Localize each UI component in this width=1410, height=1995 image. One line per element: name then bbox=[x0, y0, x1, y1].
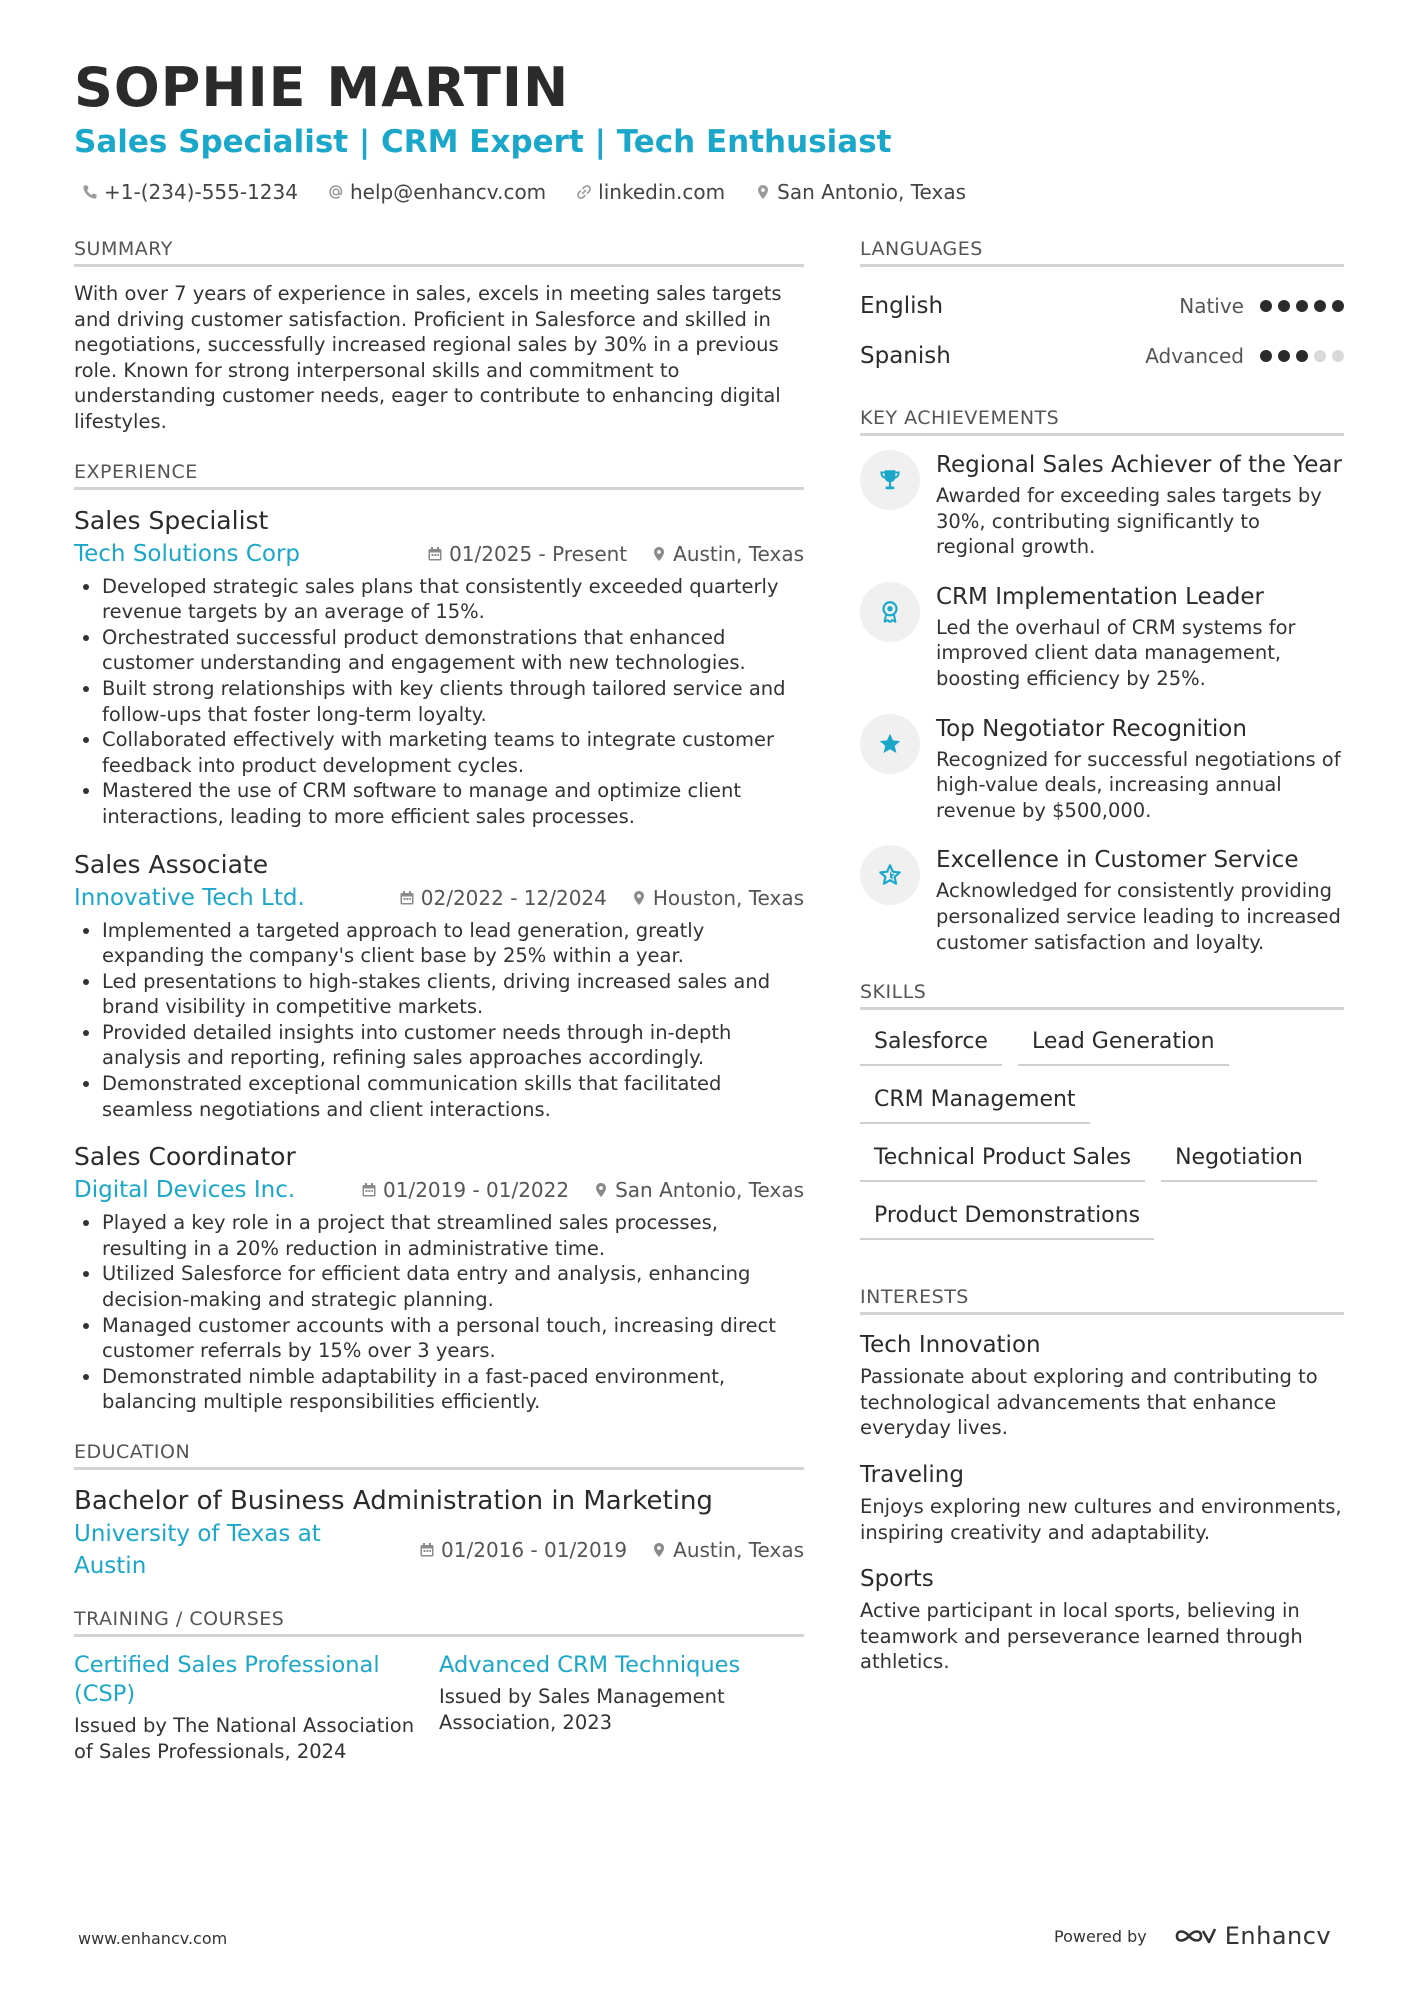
job-dates bbox=[399, 882, 607, 914]
job-bullets bbox=[74, 1210, 804, 1415]
job-bullet: • Demonstrated nimble adaptability in a fast-paced environment, balancing multiple responsibilities efficiently. bbox=[102, 1364, 804, 1415]
job-entry bbox=[74, 1140, 804, 1415]
job-bullet: • Provided detailed insights into customer needs through in-depth analysis and reporting, refining sales approaches accordingly. bbox=[102, 1020, 804, 1071]
job-location-text: Austin, Texas bbox=[673, 541, 804, 566]
course-title: Certified Sales Professional (CSP) bbox=[74, 1652, 380, 1707]
skill-tag: Negotiation bbox=[1161, 1142, 1317, 1182]
skill-tag: Product Demonstrations bbox=[860, 1200, 1154, 1240]
rating-dot bbox=[1260, 350, 1272, 362]
achievement-title: CRM Implementation Leader bbox=[936, 583, 1264, 610]
job-bullet: • Led presentations to high-stakes clients, driving increased sales and brand visibility in competitive markets. bbox=[102, 969, 804, 1020]
map-pin-icon bbox=[651, 546, 667, 562]
language-rating bbox=[1260, 300, 1344, 312]
achievement-badge bbox=[860, 714, 920, 774]
education-meta bbox=[74, 1518, 804, 1582]
languages-heading: LANGUAGES bbox=[860, 236, 1344, 267]
achievement-body bbox=[936, 714, 1344, 824]
course-list bbox=[74, 1651, 804, 1764]
job-title: Sales Coordinator bbox=[74, 1142, 296, 1172]
interest-desc: Passionate about exploring and contributing to technological advancements that enhance everyday lives. bbox=[860, 1365, 1318, 1440]
job-bullet: • Built strong relationships with key clients through tailored service and follow-ups that foster long-term loyalty. bbox=[102, 676, 804, 727]
course-item bbox=[439, 1651, 804, 1764]
rating-dot bbox=[1332, 300, 1344, 312]
job-location-text: Houston, Texas bbox=[652, 885, 804, 910]
job-meta bbox=[74, 882, 804, 914]
rating-dot bbox=[1296, 350, 1308, 362]
achievement-badge bbox=[860, 582, 920, 642]
contact-bar bbox=[82, 178, 966, 206]
achievement-desc: Recognized for successful negotiations of high-value deals, increasing annual revenue by $500,000. bbox=[936, 747, 1341, 822]
location-text: San Antonio, Texas bbox=[777, 180, 967, 204]
skill-tag: Salesforce bbox=[860, 1026, 1002, 1066]
education-heading: EDUCATION bbox=[74, 1439, 804, 1470]
job-location bbox=[651, 538, 804, 570]
job-location-text: San Antonio, Texas bbox=[615, 1178, 804, 1203]
job-bullet: • Played a key role in a project that streamlined sales processes, resulting in a 20% reduction in administrative time. bbox=[102, 1210, 804, 1261]
training-section bbox=[74, 1606, 804, 1764]
experience-section bbox=[74, 459, 804, 1415]
company-name: Innovative Tech Ltd. bbox=[74, 884, 305, 911]
achievement-item bbox=[860, 582, 1344, 692]
rating-dot bbox=[1314, 300, 1326, 312]
contact-phone bbox=[82, 178, 298, 206]
achievement-body bbox=[936, 845, 1344, 955]
job-entry bbox=[74, 848, 804, 1123]
skill-tag: Technical Product Sales bbox=[860, 1142, 1145, 1182]
education-location-text: Austin, Texas bbox=[673, 1538, 804, 1562]
star-icon bbox=[877, 731, 903, 757]
contact-location bbox=[755, 178, 966, 206]
left-column bbox=[74, 236, 804, 1788]
achievement-title: Excellence in Customer Service bbox=[936, 847, 1299, 874]
language-level: Advanced bbox=[1145, 344, 1244, 368]
summary-text: With over 7 years of experience in sales, excels in meeting sales targets and driving customer satisfaction. Proficient in Salesforce and skilled in negotiations, successfully increased regional sales by 30% in a previous role. Known for strong interpersonal skills and commitment to understanding customer needs, eager to contribute to enhancing digital lifestyles. bbox=[74, 282, 782, 433]
skills-heading: SKILLS bbox=[860, 979, 1344, 1010]
email-text: help@enhancv.com bbox=[349, 180, 547, 204]
candidate-name: SOPHIE MARTIN bbox=[74, 56, 570, 119]
achievement-desc: Acknowledged for consistently providing personalized service leading to increased customer satisfaction and loyalty. bbox=[936, 879, 1341, 954]
interest-item bbox=[860, 1459, 1344, 1545]
education-location bbox=[651, 1534, 804, 1566]
interest-item bbox=[860, 1563, 1344, 1675]
rating-dot bbox=[1278, 300, 1290, 312]
interest-item bbox=[860, 1329, 1344, 1441]
rating-dot bbox=[1278, 350, 1290, 362]
training-heading: TRAINING / COURSES bbox=[74, 1606, 804, 1637]
right-column bbox=[860, 236, 1344, 1699]
achievements-heading: KEY ACHIEVEMENTS bbox=[860, 405, 1344, 436]
interests-heading: INTERESTS bbox=[860, 1284, 1344, 1315]
job-bullets bbox=[74, 574, 804, 830]
language-rating bbox=[1260, 350, 1344, 362]
achievements-section bbox=[860, 405, 1344, 955]
company-name: Digital Devices Inc. bbox=[74, 1177, 296, 1204]
skill-list bbox=[860, 1024, 1344, 1240]
job-bullet: • Implemented a targeted approach to lead generation, greatly expanding the company's client base by 25% within a year. bbox=[102, 918, 804, 969]
achievement-title: Top Negotiator Recognition bbox=[936, 715, 1247, 742]
award-ribbon-icon bbox=[877, 599, 903, 625]
job-location bbox=[631, 882, 804, 914]
job-meta bbox=[74, 1174, 804, 1206]
achievement-item bbox=[860, 450, 1344, 560]
linkedin-text: linkedin.com bbox=[598, 180, 726, 204]
job-entry bbox=[74, 504, 804, 830]
achievement-desc: Awarded for exceeding sales targets by 30%, contributing significantly to regional growth. bbox=[936, 484, 1322, 559]
link-icon bbox=[576, 184, 592, 200]
education-section bbox=[74, 1439, 804, 1582]
calendar-icon bbox=[399, 890, 415, 906]
phone-icon bbox=[82, 184, 98, 200]
brand-name: Enhancv bbox=[1224, 1922, 1332, 1950]
job-dates-text: 02/2022 - 12/2024 bbox=[420, 885, 607, 910]
job-bullet: • Developed strategic sales plans that consistently exceeded quarterly revenue targets by an average of 15%. bbox=[102, 574, 804, 625]
interest-title: Tech Innovation bbox=[860, 1332, 1041, 1359]
company-name: Tech Solutions Corp bbox=[74, 540, 301, 567]
map-pin-icon bbox=[631, 890, 647, 906]
achievement-title: Regional Sales Achiever of the Year bbox=[936, 452, 1342, 478]
interest-title: Sports bbox=[860, 1566, 934, 1593]
job-dates bbox=[361, 1174, 569, 1206]
interest-desc: Enjoys exploring new cultures and environments, inspiring creativity and adaptability. bbox=[860, 1494, 1342, 1544]
language-name: English bbox=[860, 293, 944, 319]
interests-section bbox=[860, 1284, 1344, 1675]
job-dates bbox=[427, 538, 627, 570]
education-dates bbox=[419, 1534, 627, 1566]
language-level: Native bbox=[1179, 294, 1244, 318]
job-bullet: • Utilized Salesforce for efficient data entry and analysis, enhancing decision-making and strategic planning. bbox=[102, 1261, 804, 1312]
map-pin-icon bbox=[651, 1542, 667, 1558]
course-item bbox=[74, 1651, 439, 1764]
calendar-icon bbox=[419, 1542, 435, 1558]
map-pin-icon bbox=[593, 1182, 609, 1198]
calendar-icon bbox=[361, 1182, 377, 1198]
education-dates-text: 01/2016 - 01/2019 bbox=[441, 1538, 628, 1562]
at-sign-icon bbox=[328, 184, 344, 200]
powered-by-label: Powered by bbox=[1054, 1926, 1147, 1946]
job-bullet: • Managed customer accounts with a personal touch, increasing direct customer referrals by 15% over 3 years. bbox=[102, 1313, 804, 1364]
enhancv-logo-icon bbox=[1171, 1924, 1217, 1948]
job-bullet: • Demonstrated exceptional communication skills that facilitated seamless negotiations and client interactions. bbox=[102, 1071, 804, 1122]
job-bullet: • Orchestrated successful product demonstrations that enhanced customer understanding and engagement with new technologies. bbox=[102, 625, 804, 676]
interest-desc: Active participant in local sports, believing in teamwork and perseverance learned through athletics. bbox=[860, 1599, 1303, 1674]
contact-email[interactable] bbox=[328, 178, 546, 206]
languages-section bbox=[860, 236, 1344, 381]
map-pin-icon bbox=[755, 184, 771, 200]
phone-text: +1-(234)-555-1234 bbox=[104, 180, 298, 204]
calendar-icon bbox=[427, 546, 443, 562]
job-dates-text: 01/2025 - Present bbox=[449, 541, 628, 566]
trophy-icon bbox=[877, 467, 903, 493]
language-item bbox=[860, 331, 1344, 381]
rating-dot bbox=[1314, 350, 1326, 362]
job-location bbox=[593, 1174, 804, 1206]
footer-branding bbox=[1054, 1922, 1331, 1950]
rating-dot bbox=[1332, 350, 1344, 362]
job-bullets bbox=[74, 918, 804, 1123]
achievement-badge bbox=[860, 845, 920, 905]
job-meta bbox=[74, 538, 804, 570]
degree-title: Bachelor of Business Administration in Marketing bbox=[74, 1486, 713, 1516]
skill-tag: CRM Management bbox=[860, 1084, 1090, 1124]
course-title: Advanced CRM Techniques bbox=[439, 1652, 741, 1678]
star-outline-icon bbox=[877, 862, 903, 888]
course-issuer: Issued by Sales Management Association, 2023 bbox=[439, 1685, 725, 1734]
job-title: Sales Associate bbox=[74, 849, 269, 879]
contact-linkedin[interactable] bbox=[576, 178, 725, 206]
achievement-body bbox=[936, 582, 1344, 692]
job-bullet: • Mastered the use of CRM software to manage and optimize client interactions, leading to more efficient sales processes. bbox=[102, 778, 804, 829]
summary-section bbox=[74, 236, 804, 435]
skills-section bbox=[860, 979, 1344, 1240]
rating-dot bbox=[1296, 300, 1308, 312]
interest-title: Traveling bbox=[860, 1461, 964, 1488]
job-dates-text: 01/2019 - 01/2022 bbox=[383, 1178, 570, 1203]
language-item bbox=[860, 281, 1344, 331]
achievement-badge bbox=[860, 450, 920, 510]
job-title: Sales Specialist bbox=[74, 505, 269, 535]
summary-heading: SUMMARY bbox=[74, 236, 804, 267]
candidate-tagline: Sales Specialist | CRM Expert | Tech Enthusiast bbox=[74, 124, 892, 160]
achievement-desc: Led the overhaul of CRM systems for improved client data management, boosting efficiency by 25%. bbox=[936, 615, 1296, 690]
rating-dot bbox=[1260, 300, 1272, 312]
brand-logo[interactable] bbox=[1171, 1922, 1331, 1950]
achievement-item bbox=[860, 845, 1344, 955]
achievement-item bbox=[860, 714, 1344, 824]
experience-heading: EXPERIENCE bbox=[74, 459, 804, 490]
skill-tag: Lead Generation bbox=[1018, 1026, 1229, 1066]
achievement-body bbox=[936, 450, 1344, 560]
language-name: Spanish bbox=[860, 343, 951, 369]
course-issuer: Issued by The National Association of Sales Professionals, 2024 bbox=[74, 1714, 415, 1763]
school-name: University of Texas at Austin bbox=[74, 1521, 321, 1579]
footer-website[interactable]: www.enhancv.com bbox=[78, 1929, 228, 1948]
job-bullet: • Collaborated effectively with marketing teams to integrate customer feedback into product development cycles. bbox=[102, 727, 804, 778]
